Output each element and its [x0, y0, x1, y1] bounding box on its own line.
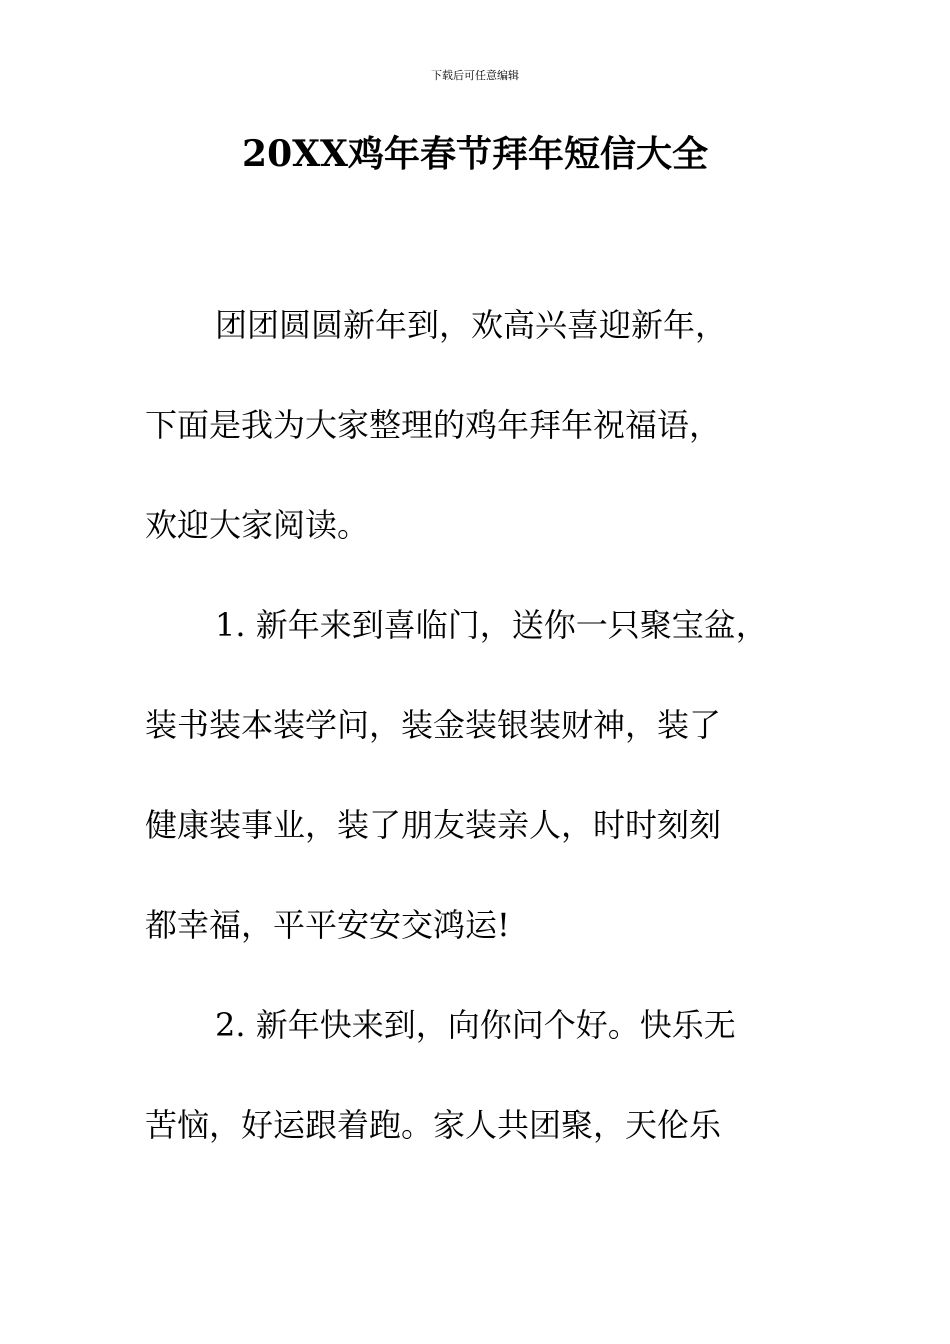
paragraph-1-line-3: 健康装事业，装了朋友装亲人，时时刻刻	[145, 806, 722, 844]
paragraph-intro-line-1: 团团圆圆新年到，欢高兴喜迎新年，	[215, 306, 728, 344]
paragraph-intro-line-3: 欢迎大家阅读。	[145, 506, 370, 544]
header-note: 下载后可任意编辑	[431, 69, 519, 82]
paragraph-1-line-2: 装书装本装学问，装金装银装财神，装了	[145, 706, 722, 744]
paragraph-2-line-1: 2. 新年快来到，向你问个好。快乐无	[215, 1006, 736, 1044]
paragraph-intro-line-2: 下面是我为大家整理的鸡年拜年祝福语，	[145, 406, 722, 444]
paragraph-2-line-2: 苦恼，好运跟着跑。家人共团聚，天伦乐	[145, 1106, 722, 1144]
page-title: 20XX鸡年春节拜年短信大全	[242, 133, 708, 175]
paragraph-1-line-4: 都幸福，平平安安交鸿运!	[145, 906, 510, 944]
paragraph-1-line-1: 1. 新年来到喜临门，送你一只聚宝盆，	[215, 606, 768, 644]
